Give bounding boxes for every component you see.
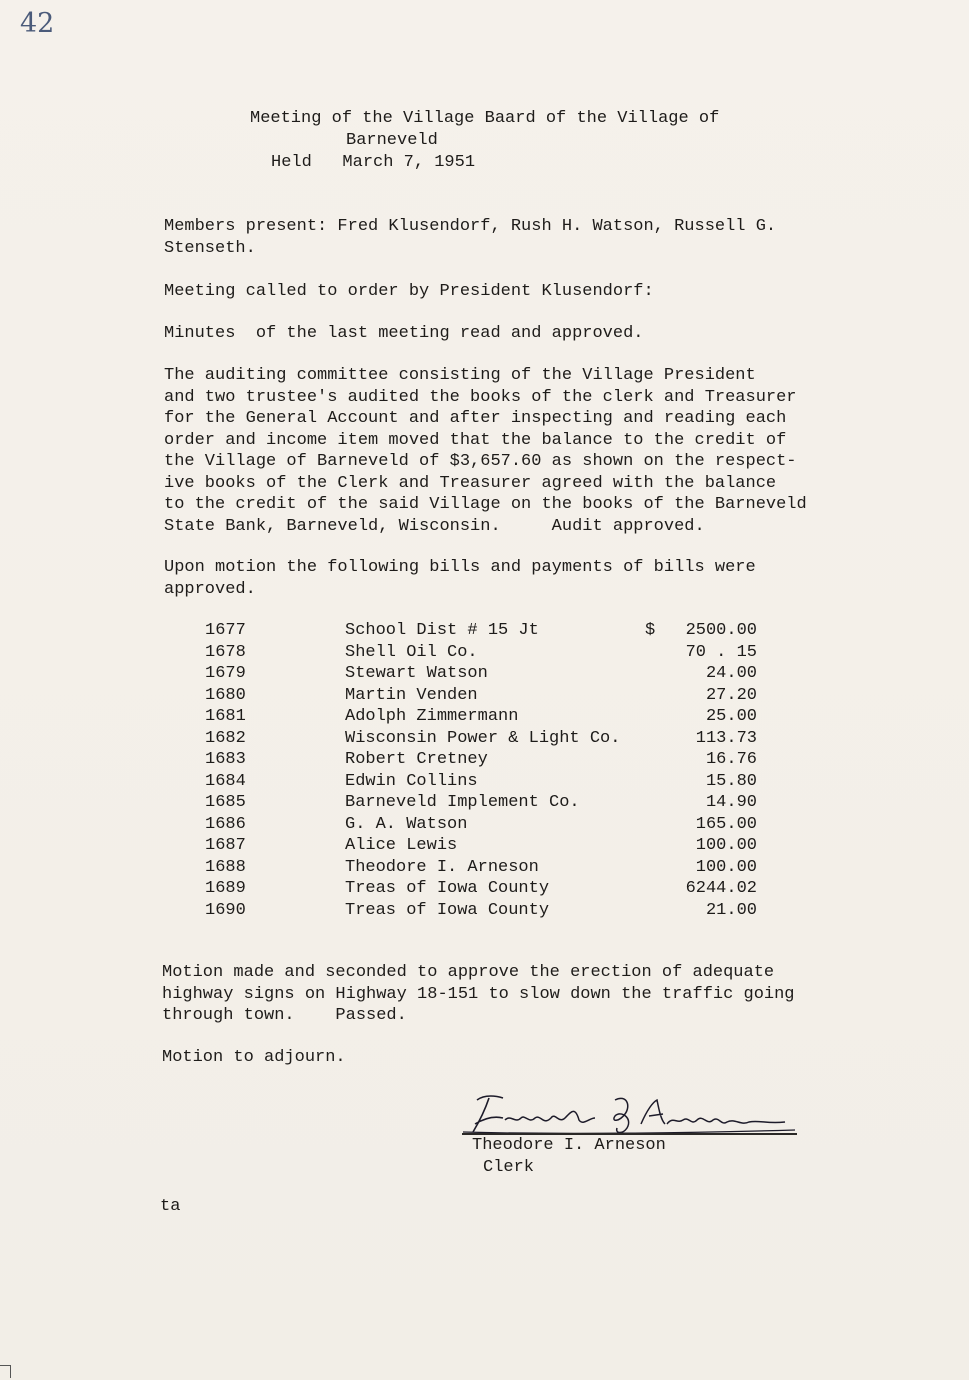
bill-amount: 70 . 15	[685, 642, 757, 662]
corner-mark	[0, 1365, 11, 1378]
adjourn-paragraph: Motion to adjourn.	[162, 1048, 346, 1067]
bill-amount: 165.00	[695, 814, 757, 834]
bill-amount: 21.00	[705, 900, 757, 920]
bill-payee: Barneveld Implement Co.	[345, 793, 580, 812]
bills-list	[0, 620, 969, 921]
bill-row	[0, 878, 969, 900]
bill-row	[0, 706, 969, 728]
members-present-paragraph: Members present: Fred Klusendorf, Rush H. Watson, Russell G. Stenseth.	[164, 217, 777, 258]
bill-payee: Shell Oil Co.	[345, 642, 478, 662]
page-number: 42	[20, 8, 55, 39]
bill-row	[0, 749, 969, 771]
bill-amount: 6244.02	[685, 879, 757, 898]
minutes-paragraph: Minutes of the last meeting read and approved.	[164, 324, 644, 343]
bill-amount: 24.00	[705, 664, 757, 683]
bill-row	[0, 792, 969, 814]
bill-number: 1688	[205, 857, 246, 877]
bill-payee: Adolph Zimmermann	[345, 707, 519, 726]
bill-amount: 100.00	[695, 857, 757, 877]
bill-payee: Stewart Watson	[345, 664, 488, 683]
bill-payee: Edwin Collins	[345, 771, 478, 791]
header-line-village: Barneveld	[346, 131, 438, 150]
bill-amount: 15.80	[705, 771, 757, 791]
audit-paragraph: The auditing committee consisting of the Village President and two trustee's audited the books of the clerk and Treasurer for the General Account and after inspecting and reading each order and income item moved that the balance to the credit of the Village of Barneveld of $3,657.60 as shown on the respect- ive books of the Clerk and Treasurer agreed with the balance to the credit of the said Village on the books of the Barneveld State Bank, Barneveld, Wisconsin. Audit approved.	[164, 366, 807, 536]
bill-number: 1682	[205, 728, 246, 748]
bill-number: 1681	[205, 707, 246, 726]
bill-payee: Martin Venden	[345, 685, 478, 705]
meeting-header	[250, 108, 719, 174]
bill-payee: School Dist # 15 Jt	[345, 621, 539, 640]
bill-payee: Treas of Iowa County	[345, 900, 550, 920]
header-line-date: Held March 7, 1951	[271, 153, 476, 172]
bill-row	[0, 857, 969, 879]
bill-dollar-sign: $	[645, 621, 656, 640]
bill-number: 1685	[205, 793, 246, 812]
typist-initials: ta	[160, 1197, 181, 1216]
bill-row	[0, 685, 969, 707]
bill-amount: 2500.00	[685, 621, 757, 640]
bill-row	[0, 728, 969, 750]
bill-row	[0, 663, 969, 685]
meeting-called-paragraph: Meeting called to order by President Klusendorf:	[164, 282, 654, 301]
bill-number: 1679	[205, 664, 246, 683]
bill-payee: Wisconsin Power & Light Co.	[345, 728, 621, 748]
signer-title: Clerk	[483, 1157, 535, 1177]
bill-number: 1687	[205, 836, 246, 855]
signer-name: Theodore I. Arneson	[472, 1136, 666, 1155]
bill-number: 1684	[205, 771, 246, 791]
bill-row	[0, 900, 969, 922]
bill-amount: 16.76	[705, 750, 757, 769]
bill-amount: 14.90	[705, 793, 757, 812]
bill-row	[0, 814, 969, 836]
bill-row	[0, 835, 969, 857]
header-line-title: Meeting of the Village Baard of the Village of	[250, 109, 720, 128]
highway-signs-paragraph: Motion made and seconded to approve the erection of adequate highway signs on Highway 18-151 to slow down the traffic going through town. Passed.	[162, 963, 795, 1025]
bill-number: 1689	[205, 879, 246, 898]
bill-number: 1683	[205, 750, 246, 769]
signature-block	[472, 1135, 666, 1178]
bill-number: 1677	[205, 621, 246, 640]
upon-motion-paragraph: Upon motion the following bills and payments of bills were approved.	[164, 558, 756, 599]
bill-payee: Robert Cretney	[345, 750, 488, 769]
bill-number: 1680	[205, 685, 246, 705]
bill-number: 1686	[205, 814, 246, 834]
bill-number: 1690	[205, 900, 246, 920]
bill-row	[0, 620, 969, 642]
bill-payee: Theodore I. Arneson	[345, 857, 539, 877]
bill-amount: 113.73	[695, 728, 757, 748]
bill-amount: 27.20	[705, 685, 757, 705]
bill-amount: 25.00	[705, 707, 757, 726]
bill-payee: Alice Lewis	[345, 836, 458, 855]
bill-row	[0, 642, 969, 664]
bill-amount: 100.00	[695, 836, 757, 855]
bill-row	[0, 771, 969, 793]
bill-number: 1678	[205, 642, 246, 662]
bill-payee: Treas of Iowa County	[345, 879, 550, 898]
bill-payee: G. A. Watson	[345, 814, 468, 834]
